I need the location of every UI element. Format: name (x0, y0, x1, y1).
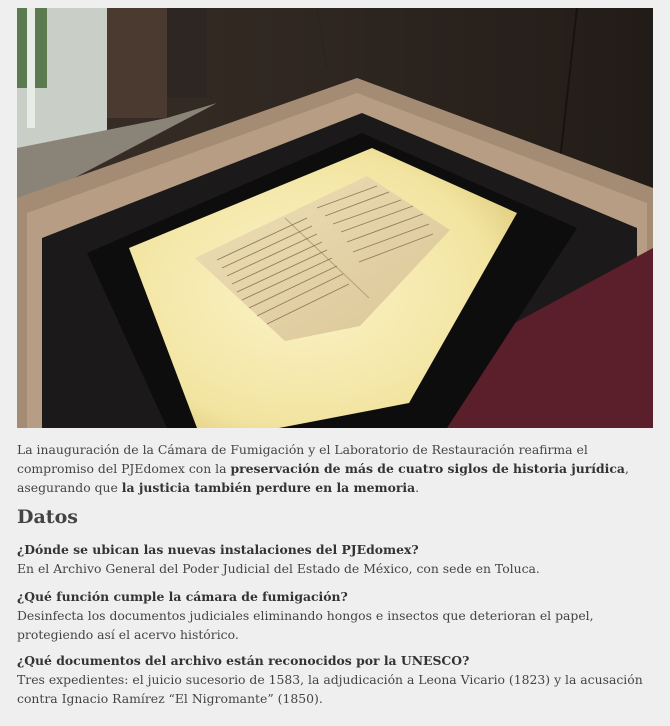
caption-highlight: la justicia también perdure en la memoria (121, 480, 416, 495)
faq-item (17, 652, 657, 708)
faq-answer: En el Archivo General del Poder Judicial del Estado de México, con sede en Toluca. (17, 561, 540, 576)
caption-highlight: preservación de más de cuatro siglos de historia jurídica (230, 461, 625, 476)
faq-answer: Desinfecta los documentos judiciales eliminando hongos e insectos que deterioran el papel, protegiendo así el acervo histórico. (17, 608, 594, 642)
faq-question: ¿Dónde se ubican las nuevas instalaciones del PJEdomex? (17, 542, 419, 557)
faq-item (17, 541, 657, 578)
article-photo (17, 8, 653, 428)
faq-item (17, 588, 657, 644)
faq-question: ¿Qué función cumple la cámara de fumigación? (17, 589, 348, 604)
faq-question: ¿Qué documentos del archivo están reconocidos por la UNESCO? (17, 653, 470, 668)
section-title: Datos (17, 506, 78, 528)
display-case-illustration (17, 8, 653, 428)
photo-caption (17, 440, 657, 497)
caption-text: , asegurando que (17, 461, 629, 495)
caption-text: . (415, 480, 420, 495)
faq-answer: Tres expedientes: el juicio sucesorio de 1583, la adjudicación a Leona Vicario (1823) y la acusación contra Ignacio Ramírez “El Nigromante” (1850). (17, 672, 643, 706)
caption-text: La inauguración de la Cámara de Fumigación y el Laboratorio de Restauración reafirma el compromiso del PJEdomex con la (17, 442, 588, 476)
